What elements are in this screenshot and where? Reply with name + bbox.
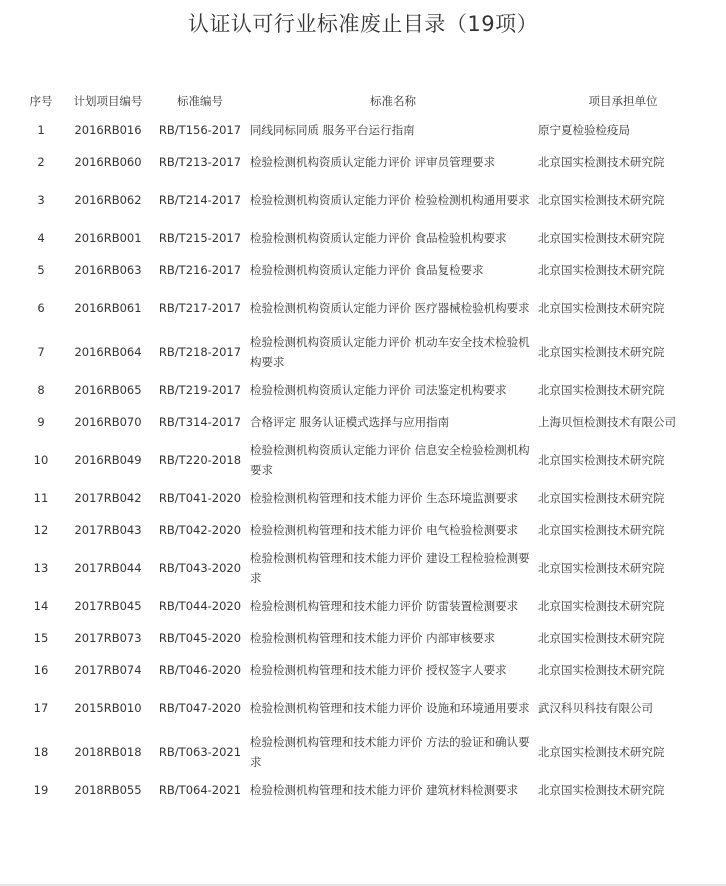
header-plan-number: 计划项目编号 (73, 94, 143, 108)
plan-number-cell: 2017RB044 (74, 561, 142, 575)
responsible-unit-cell: 北京国实检测技术研究院 (538, 599, 665, 613)
plan-number-cell: 2016RB064 (74, 345, 142, 359)
responsible-unit-cell: 北京国实检测技术研究院 (538, 561, 665, 575)
standard-code-cell: RB/T215-2017 (158, 231, 242, 245)
plan-number-cell: 2017RB043 (74, 523, 142, 537)
plan-number-cell: 2016RB049 (74, 453, 142, 467)
responsible-unit-cell: 北京国实检测技术研究院 (538, 631, 665, 645)
seq-cell: 10 (33, 453, 49, 467)
seq-cell: 9 (37, 415, 45, 429)
standard-name-cell: 检验检测机构管理和技术能力评价 防雷装置检测要求 (250, 599, 519, 613)
plan-number-cell: 2018RB018 (74, 745, 142, 759)
standard-code-cell: RB/T041-2020 (158, 491, 242, 505)
standard-name-cell: 检验检测机构管理和技术能力评价 建设工程检验检测要求 (250, 551, 530, 585)
table-row (18, 482, 708, 514)
page-title: 认证认可行业标准废止目录（19项） (187, 12, 539, 36)
standard-name-cell: 检验检测机构资质认定能力评价 食品检验机构要求 (250, 231, 507, 245)
responsible-unit-cell: 北京国实检测技术研究院 (538, 301, 665, 315)
seq-cell: 14 (33, 599, 49, 613)
table-row (18, 286, 708, 330)
standard-name-cell: 检验检测机构管理和技术能力评价 建筑材料检测要求 (250, 783, 519, 797)
seq-cell: 15 (33, 631, 49, 645)
table-header-row (18, 88, 708, 114)
seq-cell: 12 (33, 523, 49, 537)
responsible-unit-cell: 北京国实检测技术研究院 (538, 345, 665, 359)
responsible-unit-cell: 北京国实检测技术研究院 (538, 155, 665, 169)
seq-cell: 7 (37, 345, 45, 359)
standard-code-cell: RB/T064-2021 (158, 783, 242, 797)
plan-number-cell: 2018RB055 (74, 783, 142, 797)
plan-number-cell: 2016RB016 (74, 123, 142, 137)
header-responsible-unit: 项目承担单位 (588, 94, 658, 108)
table-row (18, 514, 708, 546)
standard-code-cell: RB/T042-2020 (158, 523, 242, 537)
standard-name-cell: 合格评定 服务认证模式选择与应用指南 (250, 415, 450, 429)
plan-number-cell: 2016RB063 (74, 263, 142, 277)
plan-number-cell: 2016RB070 (74, 415, 142, 429)
plan-number-cell: 2016RB060 (74, 155, 142, 169)
responsible-unit-cell: 北京国实检测技术研究院 (538, 263, 665, 277)
table-row (18, 114, 708, 146)
responsible-unit-cell: 北京国实检测技术研究院 (538, 453, 665, 467)
standard-name-cell: 检验检测机构资质认定能力评价 机动车安全技术检验机构要求 (250, 335, 530, 369)
responsible-unit-cell: 北京国实检测技术研究院 (538, 491, 665, 505)
header-seq: 序号 (29, 94, 53, 108)
standard-code-cell: RB/T219-2017 (158, 383, 242, 397)
plan-number-cell: 2016RB065 (74, 383, 142, 397)
seq-cell: 17 (33, 701, 49, 715)
responsible-unit-cell: 北京国实检测技术研究院 (538, 193, 665, 207)
responsible-unit-cell: 武汉科贝科技有限公司 (538, 701, 653, 715)
responsible-unit-cell: 北京国实检测技术研究院 (538, 523, 665, 537)
standard-name-cell: 同线同标同质 服务平台运行指南 (250, 123, 415, 137)
standard-code-cell: RB/T043-2020 (158, 561, 242, 575)
seq-cell: 19 (33, 783, 49, 797)
plan-number-cell: 2017RB073 (74, 631, 142, 645)
standard-code-cell: RB/T063-2021 (158, 745, 242, 759)
table-body (18, 114, 708, 806)
table-row (18, 254, 708, 286)
table-row (18, 622, 708, 654)
standard-code-cell: RB/T218-2017 (158, 345, 242, 359)
standard-code-cell: RB/T214-2017 (158, 193, 242, 207)
table-row (18, 686, 708, 730)
standard-name-cell: 检验检测机构管理和技术能力评价 生态环境监测要求 (250, 491, 519, 505)
plan-number-cell: 2017RB042 (74, 491, 142, 505)
responsible-unit-cell: 北京国实检测技术研究院 (538, 663, 665, 677)
standards-table (18, 88, 708, 806)
plan-number-cell: 2017RB045 (74, 599, 142, 613)
table-row (18, 406, 708, 438)
standard-code-cell: RB/T044-2020 (158, 599, 242, 613)
standard-code-cell: RB/T046-2020 (158, 663, 242, 677)
responsible-unit-cell: 北京国实检测技术研究院 (538, 783, 665, 797)
header-standard-code: 标准编号 (177, 94, 223, 108)
seq-cell: 5 (37, 263, 45, 277)
standard-name-cell: 检验检测机构管理和技术能力评价 设施和环境通用要求 (250, 701, 530, 715)
standard-name-cell: 检验检测机构资质认定能力评价 评审员管理要求 (250, 155, 496, 169)
standard-name-cell: 检验检测机构资质认定能力评价 医疗器械检验机构要求 (250, 301, 530, 315)
standard-code-cell: RB/T216-2017 (158, 263, 242, 277)
table-row (18, 330, 708, 374)
standard-code-cell: RB/T213-2017 (158, 155, 242, 169)
table-row (18, 178, 708, 222)
plan-number-cell: 2016RB061 (74, 301, 142, 315)
plan-number-cell: 2016RB001 (74, 231, 142, 245)
standard-code-cell: RB/T220-2018 (158, 453, 242, 467)
table-row (18, 222, 708, 254)
plan-number-cell: 2017RB074 (74, 663, 142, 677)
responsible-unit-cell: 北京国实检测技术研究院 (538, 231, 665, 245)
table-row (18, 730, 708, 774)
table-row (18, 774, 708, 806)
standard-name-cell: 检验检测机构资质认定能力评价 检验检测机构通用要求 (250, 193, 530, 207)
standard-name-cell: 检验检测机构资质认定能力评价 信息安全检验检测机构要求 (250, 443, 530, 477)
seq-cell: 18 (33, 745, 49, 759)
table-row (18, 438, 708, 482)
seq-cell: 4 (37, 231, 45, 245)
plan-number-cell: 2016RB062 (74, 193, 142, 207)
standard-name-cell: 检验检测机构资质认定能力评价 食品复检要求 (250, 263, 484, 277)
table-row (18, 374, 708, 406)
table-row (18, 546, 708, 590)
seq-cell: 6 (37, 301, 45, 315)
seq-cell: 8 (37, 383, 45, 397)
table-row (18, 146, 708, 178)
standard-name-cell: 检验检测机构管理和技术能力评价 内部审核要求 (250, 631, 496, 645)
standard-code-cell: RB/T047-2020 (158, 701, 242, 715)
seq-cell: 1 (37, 123, 45, 137)
responsible-unit-cell: 上海贝恒检测技术有限公司 (538, 415, 676, 429)
seq-cell: 16 (33, 663, 49, 677)
header-standard-name: 标准名称 (370, 94, 416, 108)
plan-number-cell: 2015RB010 (74, 701, 142, 715)
standard-name-cell: 检验检测机构资质认定能力评价 司法鉴定机构要求 (250, 383, 507, 397)
responsible-unit-cell: 原宁夏检验检疫局 (538, 123, 630, 137)
standard-code-cell: RB/T156-2017 (158, 123, 242, 137)
standard-code-cell: RB/T045-2020 (158, 631, 242, 645)
table-row (18, 590, 708, 622)
seq-cell: 2 (37, 155, 45, 169)
standard-name-cell: 检验检测机构管理和技术能力评价 方法的验证和确认要求 (250, 735, 530, 769)
standard-name-cell: 检验检测机构管理和技术能力评价 授权签字人要求 (250, 663, 507, 677)
standard-name-cell: 检验检测机构管理和技术能力评价 电气检验检测要求 (250, 523, 519, 537)
standard-code-cell: RB/T217-2017 (158, 301, 242, 315)
seq-cell: 3 (37, 193, 45, 207)
standard-code-cell: RB/T314-2017 (158, 415, 242, 429)
seq-cell: 11 (33, 491, 49, 505)
responsible-unit-cell: 北京国实检测技术研究院 (538, 745, 665, 759)
seq-cell: 13 (33, 561, 49, 575)
table-row (18, 654, 708, 686)
responsible-unit-cell: 北京国实检测技术研究院 (538, 383, 665, 397)
